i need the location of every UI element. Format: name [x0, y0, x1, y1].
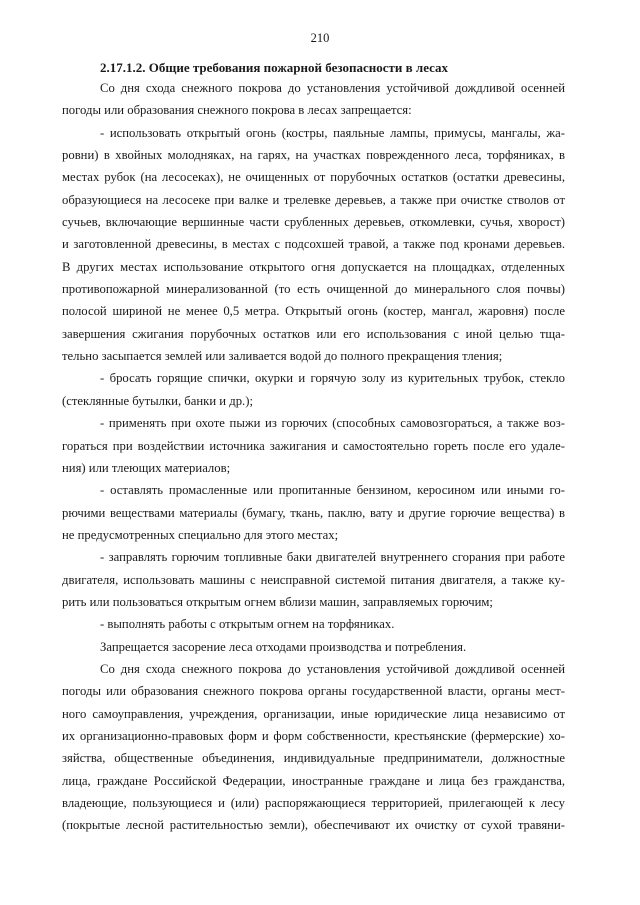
text-line: сучьев, включающие вершинные части срубленных деревьев, откомлевки, сучья, хворост): [62, 215, 565, 230]
body-text: [62, 77, 565, 837]
text-line: местах рубок (на лесосеках), не очищенных от порубочных остатков (остатки древесины,: [62, 170, 565, 185]
text-line: противопожарной минерализованной (то есть очищенной до минерального слоя почвы): [62, 282, 565, 297]
text-line: тельно засыпается землей или заливается водой до полного прекращения тления;: [62, 349, 503, 364]
text-line: гораться при воздействии источника зажигания и самостоятельно гореть после его удале-: [62, 438, 565, 453]
text-line: - применять при охоте пыжи из горючих (способных самовозгораться, а также воз-: [100, 416, 565, 431]
text-line: рить или пользоваться открытым огнем вблизи машин, заправляемых горючим;: [62, 594, 493, 609]
text-line: рючими веществами материалы (бумагу, ткань, паклю, вату и другие горючие вещества) в: [62, 505, 565, 520]
text-line: (покрытые лесной растительностью земли), обеспечивают их очистку от сухой травяни-: [62, 818, 565, 833]
text-line: и заготовленной древесины, в местах с подсохшей травой, а также под кронами деревьев.: [62, 237, 565, 252]
text-line: Со дня схода снежного покрова до установления устойчивой дождливой осенней: [100, 81, 565, 95]
text-line: их организационно-правовых форм и форм собственности, крестьянские (фермерские) хо-: [62, 728, 565, 743]
text-line: двигателя, использовать машины с неисправной системой питания двигателя, а также ку-: [62, 572, 565, 587]
text-line: - бросать горящие спички, окурки и горячую золу из курительных трубок, стекло: [100, 371, 565, 386]
text-line: - заправлять горючим топливные баки двигателей внутреннего сгорания при работе: [100, 550, 565, 565]
text-line: не предусмотренных специально для этого местах;: [62, 527, 339, 542]
text-line: ного самоуправления, учреждения, организации, иные юридические лица независимо от: [62, 706, 565, 721]
text-line: - оставлять промасленные или пропитанные бензином, керосином или иными го-: [100, 483, 565, 498]
text-line: ния) или тлеющих материалов;: [62, 460, 231, 475]
text-line: завершения сжигания порубочных остатков или его использования с иной целью тща-: [62, 326, 565, 341]
text-line: Со дня схода снежного покрова до установления устойчивой дождливой осенней: [100, 661, 565, 676]
text-line: лица, граждане Российской Федерации, иностранные граждане и лица без гражданства,: [62, 773, 565, 788]
text-line: образующиеся на лесосеке при валке и трелевке деревьев, а также при очистке стволов от: [62, 192, 565, 207]
text-line: ровни) в хвойных молодняках, на гарях, на участках поврежденного леса, торфяниках, в: [62, 148, 565, 163]
text-line: - использовать открытый огонь (костры, паяльные лампы, примусы, мангалы, жа-: [100, 125, 565, 140]
text-line: владеющие, пользующиеся и (или) распоряжающиеся территорией, прилегающей к лесу: [62, 796, 565, 810]
text-line: зяйства, общественные объединения, индивидуальные предприниматели, должностные: [62, 751, 565, 766]
text-line: погоды или образования снежного покрова в лесах запрещается:: [62, 103, 412, 118]
text-line: В других местах использование открытого огня допускается на площадках, отделенных: [62, 259, 565, 274]
section-heading: 2.17.1.2. Общие требования пожарной безопасности в лесах: [100, 60, 449, 75]
text-line: Запрещается засорение леса отходами производства и потребления.: [100, 639, 467, 654]
text-line: полосой шириной не менее 0,5 метра. Открытый огонь (костер, мангал, жаровня) после: [62, 304, 565, 319]
page-number: 210: [310, 31, 330, 45]
text-line: - выполнять работы с открытым огнем на торфяниках.: [100, 617, 395, 632]
text-line: погоды или образования снежного покрова органы государственной власти, органы мест-: [62, 684, 565, 699]
text-line: (стеклянные бутылки, банки и др.);: [62, 393, 253, 408]
